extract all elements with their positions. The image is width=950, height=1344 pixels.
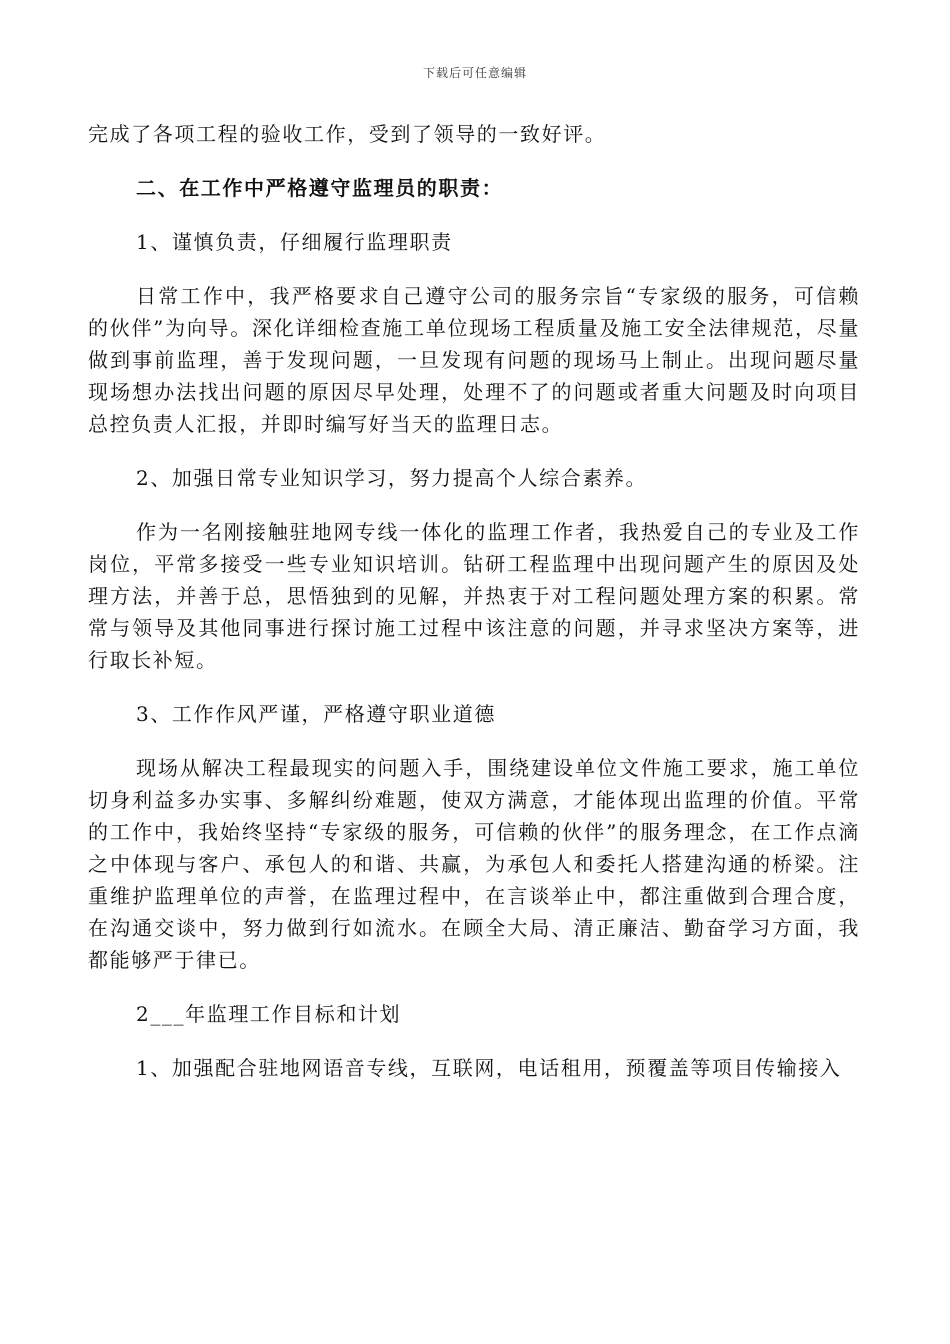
page-header: 下载后可任意编辑: [422, 66, 527, 80]
subheading-ethics: 3、工作作风严谨，严格遵守职业道德: [136, 702, 496, 726]
subheading-learning: 2、加强日常专业知识学习，努力提高个人综合素养。: [136, 466, 648, 490]
paragraph-daily-work: 日常工作中，我严格要求自己遵守公司的服务宗旨“专家级的服务，可信赖的伙伴”为向导。深化详细检查施工单位现场工程质量及施工安全法律规范，尽量做到事前监理，善于发现问题，一旦发现有问题的现场马上制止。出现问题尽量现场想办法找出问题的原因尽早处理，处理不了的问题或者重大问题及时向项目总控负责人汇报，并即时编写好当天的监理日志。: [88, 284, 860, 436]
paragraph-learning: 作为一名刚接触驻地网专线一体化的监理工作者，我热爱自己的专业及工作岗位，平常多接受一些专业知识培训。钻研工程监理中出现问题产生的原因及处理方法，并善于总，思悟独到的见解，并热衷于对工程问题处理方案的积累。常常与领导及其他同事进行探讨施工过程中该注意的问题，并寻求坚决方案等，进行取长补短。: [88, 520, 860, 672]
paragraph-ethics: 现场从解决工程最现实的问题入手，围绕建设单位文件施工要求，施工单位切身利益多办实事、多解纠纷难题，使双方满意，才能体现出监理的价值。平常的工作中，我始终坚持“专家级的服务，可信赖的伙伴”的服务理念，在工作点滴之中体现与客户、承包人的和谐、共赢，为承包人和委托人搭建沟通的桥梁。注重维护监理单位的声誉，在监理过程中，在言谈举止中，都注重做到合理合度，在沟通交谈中，努力做到行如流水。在顾全大局、清正廉洁、勤奋学习方面，我都能够严于律已。: [88, 756, 860, 972]
document-body: [88, 118, 860, 1106]
subheading-responsibility: 1、谨慎负责，仔细履行监理职责: [136, 230, 453, 254]
section-heading-duties: 二、在工作中严格遵守监理员的职责：: [136, 176, 504, 200]
paragraph-plan-item-1: 1、加强配合驻地网语音专线，互联网，电话租用，预覆盖等项目传输接入: [136, 1056, 842, 1080]
paragraph-continuation: 完成了各项工程的验收工作，受到了领导的一致好评。: [88, 122, 607, 146]
subheading-plan: 2___年监理工作目标和计划: [136, 1002, 402, 1026]
